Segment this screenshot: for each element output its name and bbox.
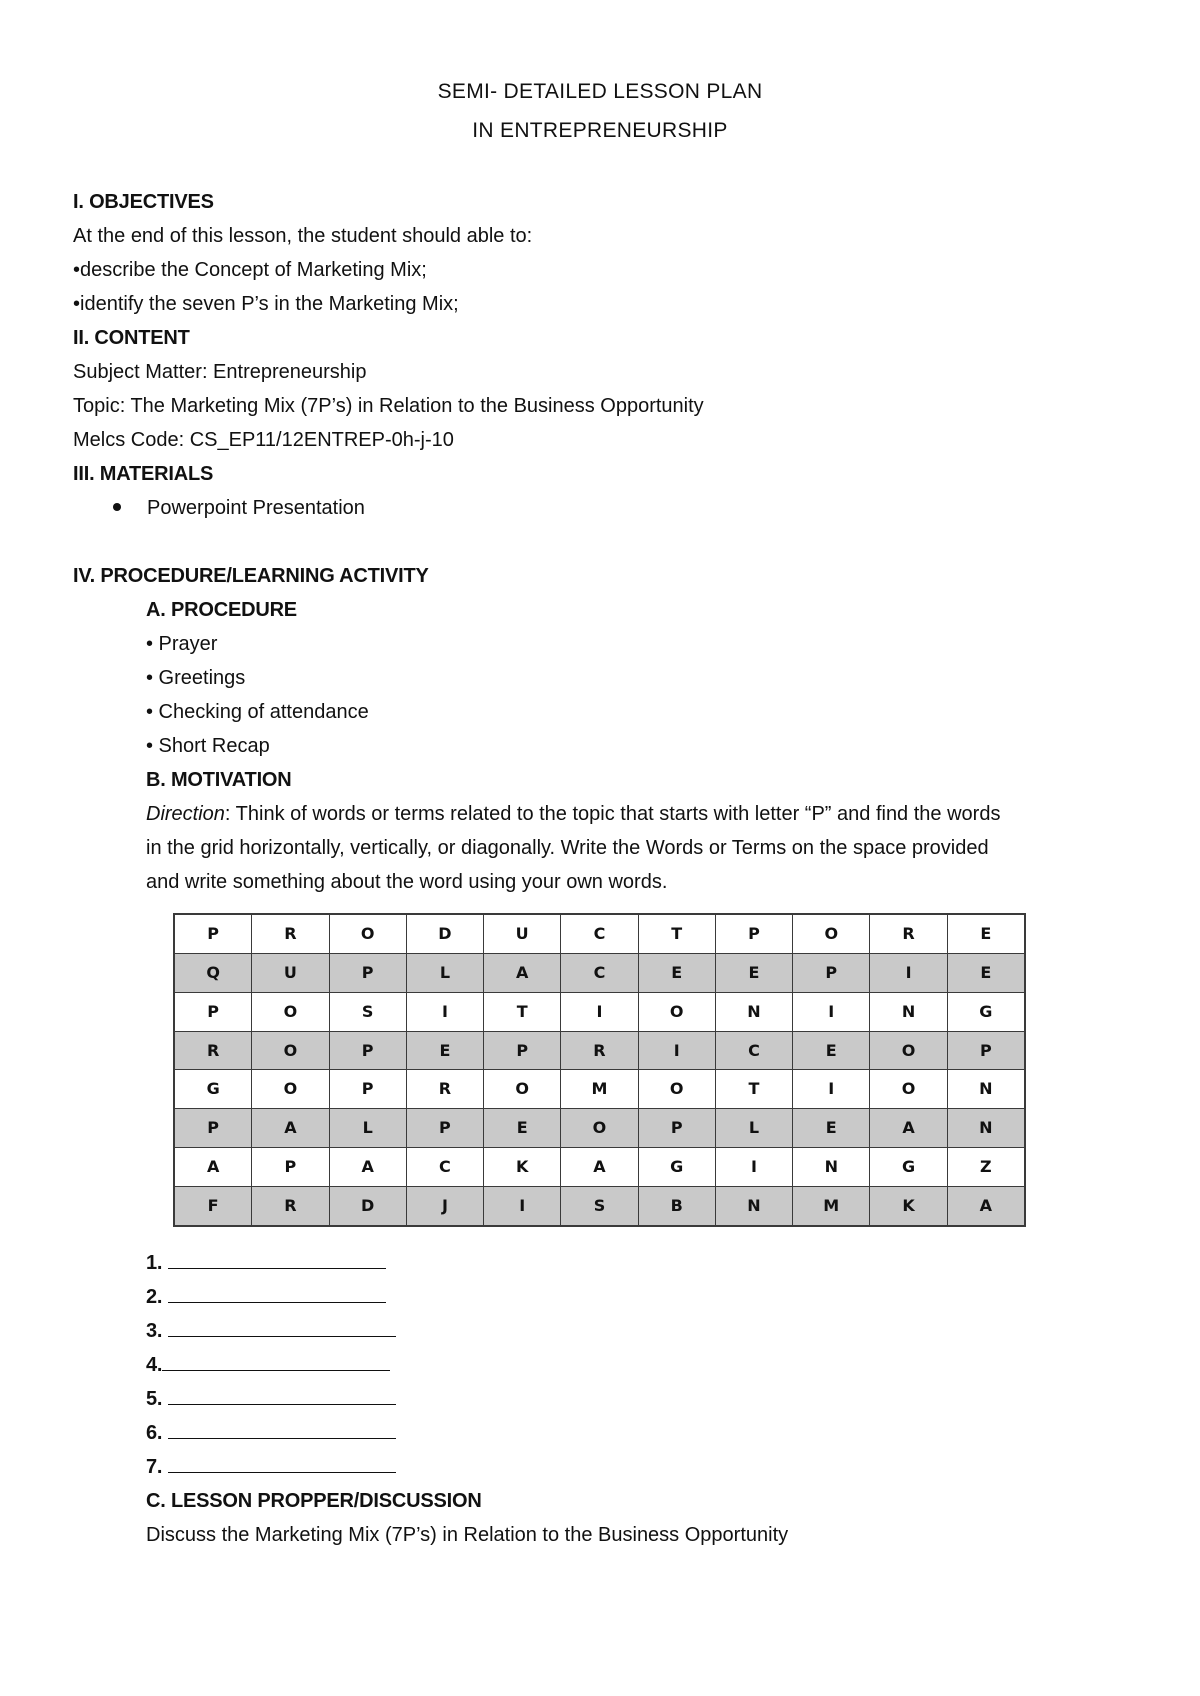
grid-cell: P (793, 953, 870, 992)
grid-cell: T (638, 914, 715, 953)
grid-cell: G (947, 992, 1025, 1031)
grid-cell: L (715, 1109, 792, 1148)
grid-cell: C (406, 1148, 483, 1187)
grid-cell: O (484, 1070, 561, 1109)
grid-cell: R (406, 1070, 483, 1109)
procedure-heading: IV. PROCEDURE/LEARNING ACTIVITY (73, 565, 429, 587)
grid-row (174, 1148, 1025, 1187)
answer-number: 4. (146, 1354, 163, 1376)
grid-cell: R (174, 1031, 252, 1070)
grid-cell: E (793, 1031, 870, 1070)
grid-cell: Z (947, 1148, 1025, 1187)
answer-number: 6. (146, 1422, 163, 1444)
grid-cell: I (793, 992, 870, 1031)
grid-cell: U (252, 953, 329, 992)
grid-cell: Q (174, 953, 252, 992)
grid-cell: O (252, 1070, 329, 1109)
answer-line[interactable] (146, 1246, 1136, 1280)
grid-cell: A (252, 1109, 329, 1148)
grid-cell: E (715, 953, 792, 992)
grid-cell: A (561, 1148, 638, 1187)
grid-cell: A (484, 953, 561, 992)
grid-cell: I (870, 953, 947, 992)
grid-cell: E (406, 1031, 483, 1070)
grid-cell: A (329, 1148, 406, 1187)
discussion-text: Discuss the Marketing Mix (7P’s) in Relation to the Business Opportunity (146, 1524, 789, 1546)
grid-cell: G (638, 1148, 715, 1187)
grid-cell: E (947, 953, 1025, 992)
materials-item (73, 491, 1133, 525)
grid-cell: C (561, 953, 638, 992)
grid-cell: P (638, 1109, 715, 1148)
grid-row (174, 1070, 1025, 1109)
grid-cell: I (561, 992, 638, 1031)
grid-cell: A (947, 1187, 1025, 1226)
grid-cell: O (252, 1031, 329, 1070)
answer-blank[interactable] (168, 1382, 396, 1405)
objectives-heading: I. OBJECTIVES (73, 191, 214, 213)
title-line-2: IN ENTREPRENEURSHIP (472, 119, 728, 142)
answer-blank[interactable] (168, 1280, 386, 1303)
answer-line[interactable] (146, 1450, 1136, 1484)
grid-cell: S (329, 992, 406, 1031)
answer-number: 1. (146, 1252, 163, 1274)
grid-cell: I (406, 992, 483, 1031)
grid-cell: N (793, 1148, 870, 1187)
word-search-grid (173, 913, 1026, 1227)
answer-blank[interactable] (168, 1416, 396, 1439)
grid-cell: P (329, 1031, 406, 1070)
grid-cell: O (638, 992, 715, 1031)
grid-cell: A (870, 1109, 947, 1148)
grid-cell: E (947, 914, 1025, 953)
grid-cell: E (793, 1109, 870, 1148)
grid-row (174, 953, 1025, 992)
melcs-code: Melcs Code: CS_EP11/12ENTREP-0h-j-10 (73, 429, 454, 451)
grid-cell: O (870, 1070, 947, 1109)
grid-cell: I (793, 1070, 870, 1109)
procedure-item: • Prayer (146, 633, 218, 655)
grid-cell: I (638, 1031, 715, 1070)
grid-cell: P (174, 992, 252, 1031)
grid-row (174, 992, 1025, 1031)
procedure-a-heading: A. PROCEDURE (146, 599, 297, 621)
content-heading: II. CONTENT (73, 327, 190, 349)
grid-cell: P (174, 1109, 252, 1148)
grid-cell: L (329, 1109, 406, 1148)
answer-number: 3. (146, 1320, 163, 1342)
grid-cell: M (561, 1070, 638, 1109)
grid-cell: P (715, 914, 792, 953)
grid-cell: R (252, 914, 329, 953)
grid-cell: N (715, 992, 792, 1031)
grid-cell: D (329, 1187, 406, 1226)
grid-cell: P (329, 953, 406, 992)
grid-row (174, 1109, 1025, 1148)
procedure-item: • Short Recap (146, 735, 270, 757)
answer-blank[interactable] (168, 1314, 396, 1337)
grid-cell: D (406, 914, 483, 953)
grid-cell: P (174, 914, 252, 953)
grid-cell: G (174, 1070, 252, 1109)
grid-cell: N (870, 992, 947, 1031)
grid-cell: N (947, 1070, 1025, 1109)
grid-cell: M (793, 1187, 870, 1226)
grid-cell: O (561, 1109, 638, 1148)
grid-cell: N (947, 1109, 1025, 1148)
answer-line[interactable] (146, 1416, 1136, 1450)
answer-number: 5. (146, 1388, 163, 1410)
grid-cell: F (174, 1187, 252, 1226)
grid-cell: P (252, 1148, 329, 1187)
grid-cell: J (406, 1187, 483, 1226)
grid-cell: K (870, 1187, 947, 1226)
grid-cell: U (484, 914, 561, 953)
grid-cell: B (638, 1187, 715, 1226)
grid-cell: L (406, 953, 483, 992)
answer-line[interactable] (146, 1314, 1136, 1348)
direction-line-1 (146, 797, 1136, 831)
direction-label: Direction (146, 803, 225, 825)
grid-row (174, 914, 1025, 953)
answer-number: 2. (146, 1286, 163, 1308)
grid-cell: O (329, 914, 406, 953)
direction-text: : Think of words or terms related to the topic that starts with letter “P” and find the words (224, 803, 1001, 825)
procedure-item: • Greetings (146, 667, 246, 689)
topic: Topic: The Marketing Mix (7P’s) in Relation to the Business Opportunity (73, 395, 704, 417)
discussion-heading: C. LESSON PROPPER/DISCUSSION (146, 1490, 482, 1512)
grid-cell: I (484, 1187, 561, 1226)
procedure-item: • Checking of attendance (146, 701, 369, 723)
materials-item-label: Powerpoint Presentation (147, 497, 365, 519)
grid-cell: E (484, 1109, 561, 1148)
grid-cell: A (174, 1148, 252, 1187)
answer-blank[interactable] (168, 1450, 396, 1473)
direction-line-2: in the grid horizontally, vertically, or diagonally. Write the Words or Terms on the space provided (146, 837, 989, 859)
grid-cell: P (947, 1031, 1025, 1070)
objectives-intro: At the end of this lesson, the student should able to: (73, 225, 533, 247)
subject-matter: Subject Matter: Entrepreneurship (73, 361, 367, 383)
grid-cell: N (715, 1187, 792, 1226)
direction-line-3: and write something about the word using your own words. (146, 871, 668, 893)
grid-cell: R (561, 1031, 638, 1070)
grid-cell: O (638, 1070, 715, 1109)
grid-cell: O (252, 992, 329, 1031)
objective-item: •identify the seven P’s in the Marketing Mix; (73, 293, 459, 315)
answer-number: 7. (146, 1456, 163, 1478)
grid-cell: T (715, 1070, 792, 1109)
answer-blank[interactable] (162, 1348, 390, 1371)
answer-line[interactable] (146, 1382, 1136, 1416)
bullet-icon (113, 503, 121, 511)
answer-blank[interactable] (168, 1246, 386, 1269)
grid-cell: T (484, 992, 561, 1031)
grid-row (174, 1187, 1025, 1226)
grid-cell: P (329, 1070, 406, 1109)
grid-cell: O (870, 1031, 947, 1070)
grid-cell: E (638, 953, 715, 992)
grid-cell: I (715, 1148, 792, 1187)
grid-cell: R (252, 1187, 329, 1226)
motivation-heading: B. MOTIVATION (146, 769, 292, 791)
grid-cell: G (870, 1148, 947, 1187)
objective-item: •describe the Concept of Marketing Mix; (73, 259, 427, 281)
grid-row (174, 1031, 1025, 1070)
answer-line[interactable] (146, 1348, 1136, 1382)
grid-cell: S (561, 1187, 638, 1226)
grid-cell: O (793, 914, 870, 953)
grid-cell: C (715, 1031, 792, 1070)
grid-cell: P (484, 1031, 561, 1070)
grid-cell: C (561, 914, 638, 953)
grid-cell: K (484, 1148, 561, 1187)
grid-cell: P (406, 1109, 483, 1148)
title-line-1: SEMI- DETAILED LESSON PLAN (437, 80, 763, 103)
materials-heading: III. MATERIALS (73, 463, 214, 485)
answer-line[interactable] (146, 1280, 1136, 1314)
grid-cell: R (870, 914, 947, 953)
